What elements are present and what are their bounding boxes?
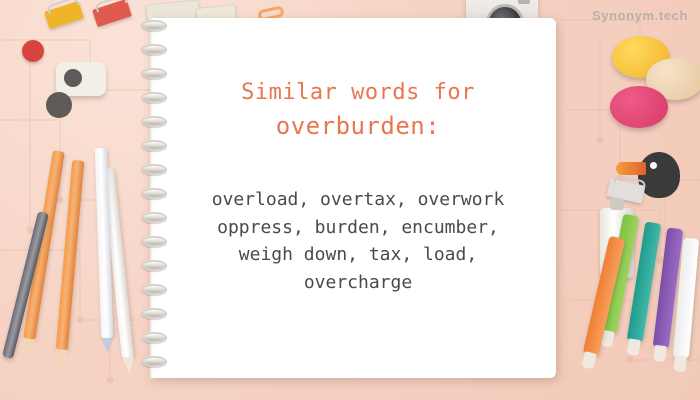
- synonym-line: oppress, burden, encumber,: [217, 216, 499, 238]
- synonym-list: [174, 186, 542, 298]
- macaron-pink-icon: [610, 86, 668, 128]
- page-edge: [150, 18, 153, 378]
- note-query-word: overburden:: [275, 111, 441, 140]
- notebook-page: [150, 18, 556, 378]
- synonym-line: weigh down, tax, load,: [238, 244, 478, 266]
- note-content: [174, 78, 542, 297]
- brand-wordmark: Synonym.tech: [591, 8, 688, 23]
- note-heading: Similar words for: [241, 80, 475, 105]
- synonym-line: overload, overtax, overwork: [211, 188, 505, 210]
- dark-dot-magnet-icon: [46, 92, 72, 118]
- red-dot-magnet-icon: [22, 40, 44, 62]
- synonym-line: overcharge: [303, 272, 413, 294]
- eraser-icon: [56, 62, 106, 96]
